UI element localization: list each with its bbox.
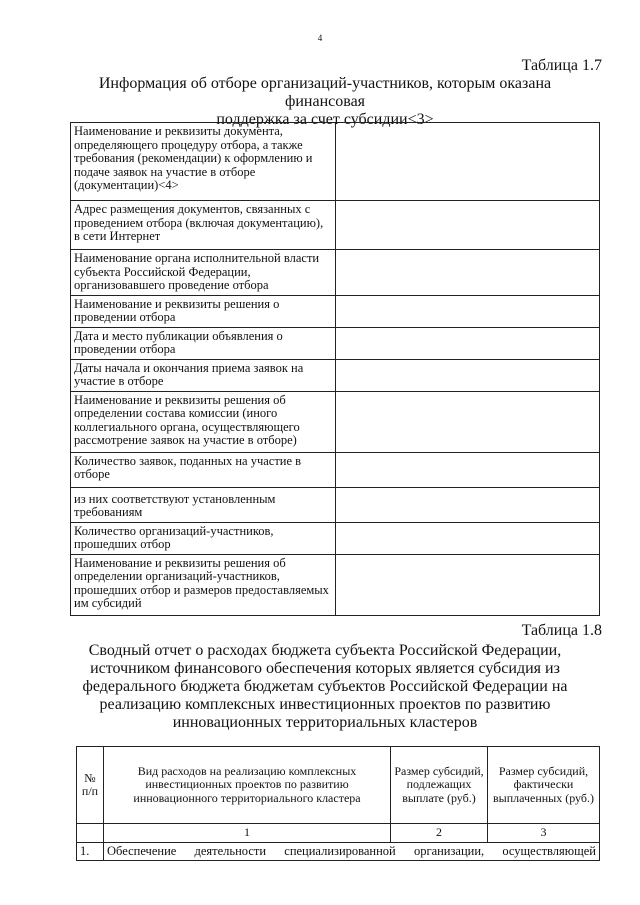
table-1-8-title-line: Сводный отчет о расходах бюджета субъекта Российской Федерации, [88, 642, 562, 659]
col-number: 1 [104, 824, 391, 843]
header-row [77, 747, 600, 824]
table-row [77, 842, 600, 861]
row-label: Наименование и реквизиты решения об определении организаций-участников, прошедших отбор и размеров предоставляемых им субсидий [71, 554, 336, 615]
table-row [71, 359, 600, 391]
row-word: деятельности [194, 843, 267, 858]
col-number: 2 [391, 824, 488, 843]
table-1-8-title [60, 642, 590, 732]
table-1-7 [70, 122, 600, 616]
table-1-7-title [60, 75, 590, 129]
row-num: 1. [77, 842, 104, 861]
row-label: Наименование и реквизиты документа, определяющего процедуру отбора, а также требования (рекомендации) к оформлению и подаче заявок на участие в отборе (документации)<4> [71, 123, 336, 201]
row-label: Количество заявок, поданных на участие в отборе [71, 452, 336, 487]
table-1-7-title-line: поддержка за счет субсидии<3> [216, 111, 434, 128]
row-word: организации, [413, 843, 485, 858]
table-1-8-title-line: инновационных территориальных кластеров [172, 714, 478, 731]
table-row [71, 201, 600, 250]
header-planned: Размер субсидий, подлежащих выплате (руб.) [391, 747, 488, 824]
row-value [336, 359, 600, 391]
table-row [71, 452, 600, 487]
row-value [336, 391, 600, 452]
table-row [71, 487, 600, 522]
table-1-8-title-line: реализацию комплексных инвестиционных проектов по развитию [99, 696, 551, 713]
row-value [336, 250, 600, 296]
table-row [71, 391, 600, 452]
row-label: Наименование и реквизиты решения о проведении отбора [71, 295, 336, 327]
row-label: Количество организаций-участников, прошедших отбор [71, 522, 336, 554]
table-1-7-title-line: Информация об отборе организаций-участников, которым оказана финансовая [98, 75, 552, 110]
row-value [336, 487, 600, 522]
row-expense-type [104, 842, 600, 861]
header-actual: Размер субсидий, фактически выплаченных (руб.) [488, 747, 600, 824]
col-number: 3 [488, 824, 600, 843]
row-value [336, 452, 600, 487]
table-row [71, 123, 600, 201]
table-1-8-label: Таблица 1.8 [521, 622, 602, 639]
row-label: Дата и место публикации объявления о проведении отбора [71, 327, 336, 359]
row-word: Обеспечение [107, 843, 177, 858]
row-label: Наименование и реквизиты решения об определении состава комиссии (иного коллегиального органа, осуществляющего рассмотрение заявок на участие в отборе) [71, 391, 336, 452]
row-value [336, 327, 600, 359]
header-expense-type: Вид расходов на реализацию комплексных инвестиционных проектов по развитию инновационного территориального кластера [104, 747, 391, 824]
table-row [71, 327, 600, 359]
row-value [336, 295, 600, 327]
table-row [71, 250, 600, 296]
table-1-7-label: Таблица 1.7 [521, 57, 602, 74]
table-row [71, 295, 600, 327]
row-word: специализированной [284, 843, 396, 858]
row-label: из них соответствуют установленным требованиям [71, 487, 336, 522]
row-value [336, 522, 600, 554]
column-number-row [77, 824, 600, 843]
table-row [71, 554, 600, 615]
page-number: 4 [317, 33, 323, 43]
row-word: осуществляющей [502, 843, 596, 858]
table-1-8-title-line: источником финансового обеспечения которых является субсидия из [90, 660, 560, 677]
row-label: Наименование органа исполнительной власти субъекта Российской Федерации, организовавшего проведение отбора [71, 250, 336, 296]
header-num: № п/п [77, 747, 104, 824]
row-value [336, 201, 600, 250]
row-value [336, 554, 600, 615]
col-number-blank [77, 824, 104, 843]
row-label: Адрес размещения документов, связанных с проведением отбора (включая документацию), в сети Интернет [71, 201, 336, 250]
row-label: Даты начала и окончания приема заявок на участие в отборе [71, 359, 336, 391]
row-value [336, 123, 600, 201]
table-1-8 [76, 746, 600, 861]
table-1-8-title-line: федерального бюджета бюджетам субъектов Российской Федерации на [82, 678, 568, 695]
table-row [71, 522, 600, 554]
